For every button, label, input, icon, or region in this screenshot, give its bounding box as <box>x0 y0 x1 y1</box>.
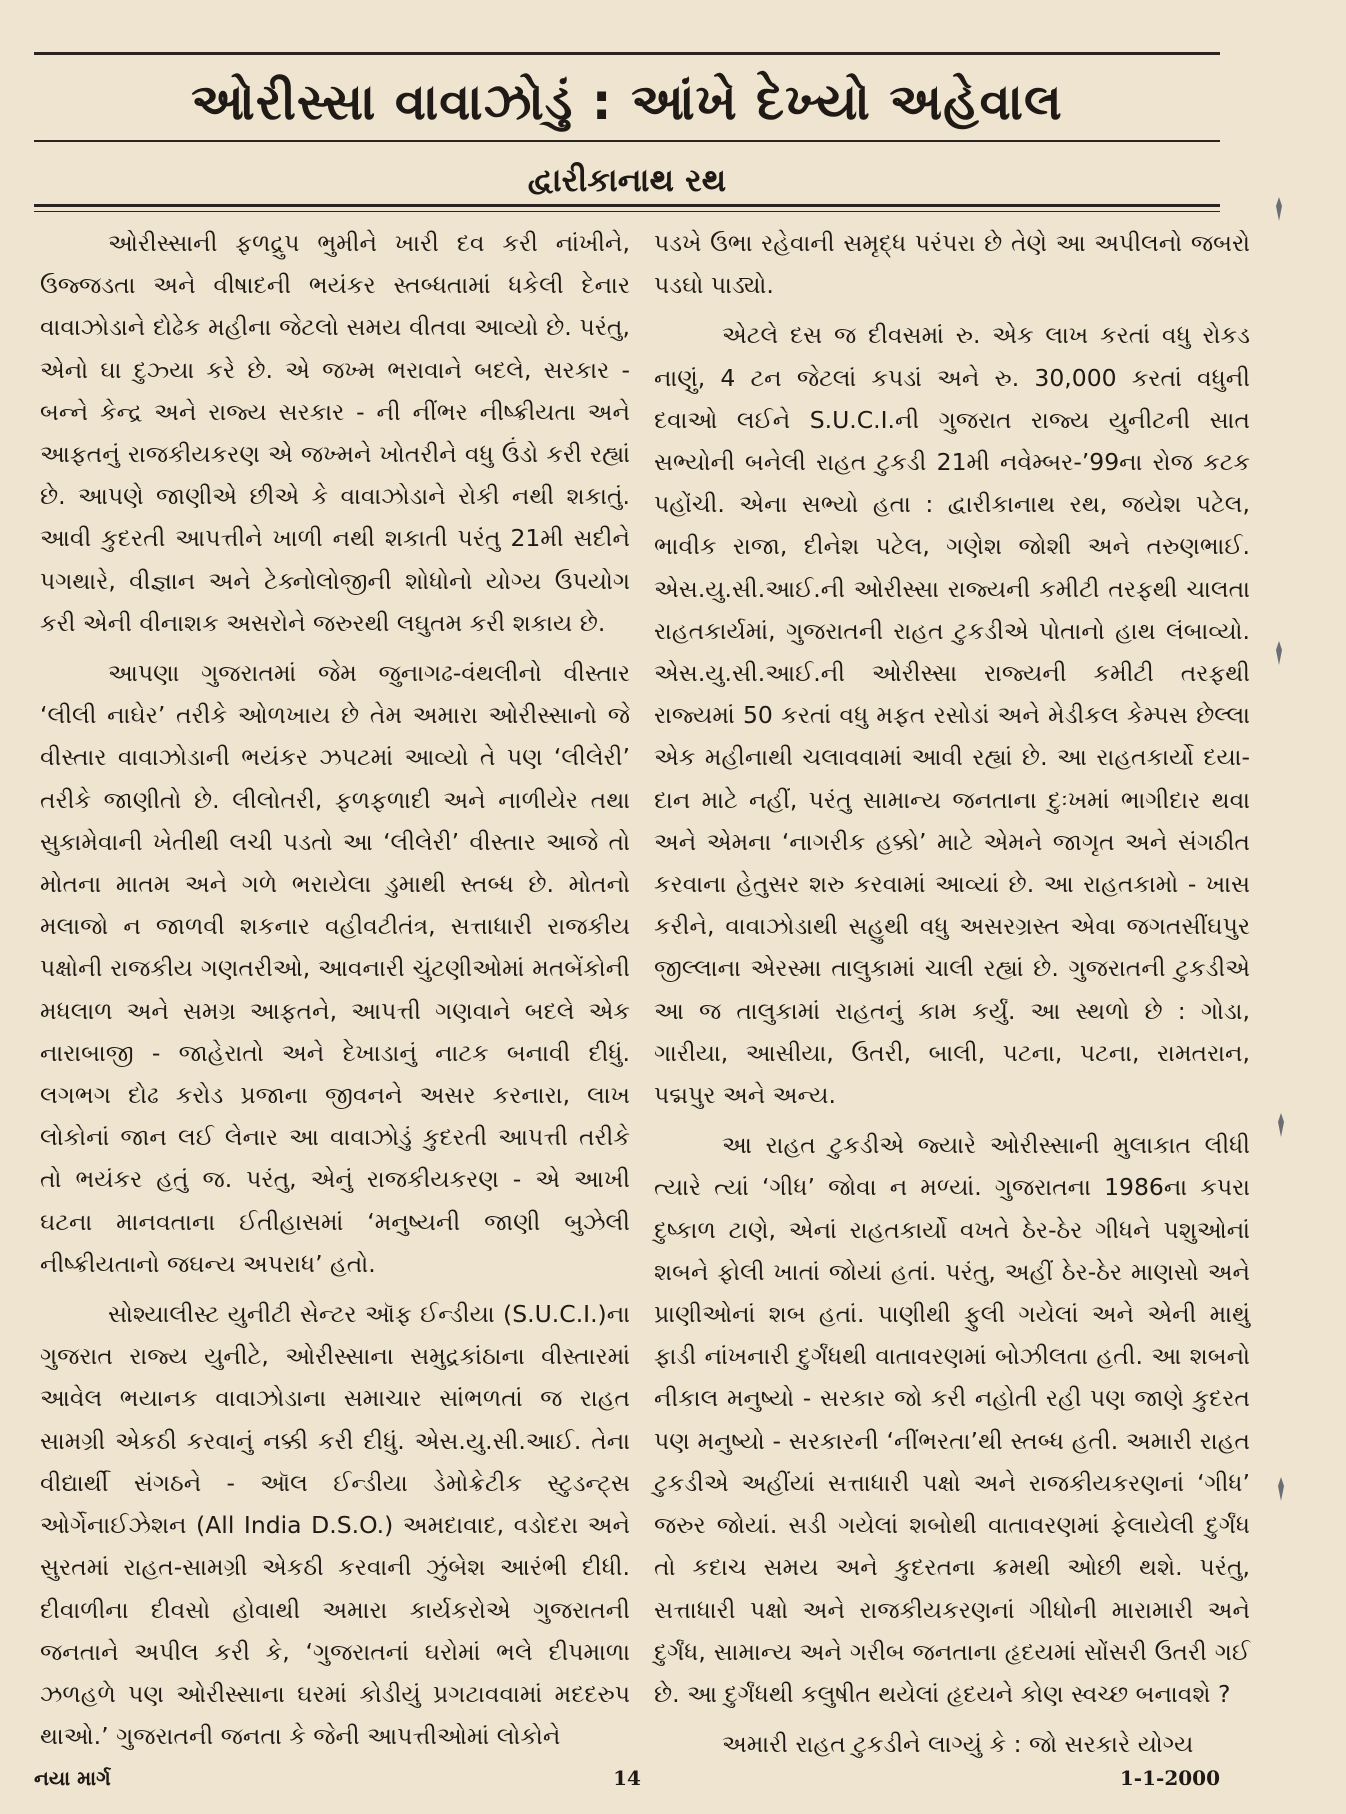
article-title: ઓરીસ્સા વાવાઝોડું : આંખે દેખ્યો અહેવાલ <box>191 73 1063 131</box>
header-double-rule <box>34 204 1220 212</box>
paragraph: સોશ્યાલીસ્ટ યુનીટી સેન્ટર ઑફ ઈન્ડીયા (S.U.C.I.)ના ગુજરાત રાજ્ય યુનીટે, ઓરીસ્સાના સમુદ્રકાંઠાના વીસ્તારમાં આવેલ ભયાનક વાવાઝોડાના સમાચાર સાંભળતાં જ રાહત સામગ્રી એકઠી કરવાનું નક્કી કરી દીધું. એસ.યુ.સી.આઈ. તેના વીદ્યાર્થી સંગઠને - ઑલ ઈન્ડીયા ડેમોક્રેટીક સ્ટુડન્ટ્સ ઓર્ગેનાઈઝેશન (All India D.S.O.) અમદાવાદ, વડોદરા અને સુરતમાં રાહત-સામગ્રી એકઠી કરવાની ઝુંબેશ આરંભી દીધી. દીવાળીના દીવસો હોવાથી અમારા કાર્યકરોએ ગુજરાતની જનતાને અપીલ કરી કે, ‘ગુજરાતનાં ઘરોમાં ભલે દીપમાળા ઝળહળે પણ ઓરીસ્સાના ઘરમાં કોડીયું પ્રગટાવવામાં મદદરુપ થાઓ.’ ગુજરાતની જનતા કે જેની આપત્તીઓમાં લોકોને <box>40 1300 630 1751</box>
page-number: 14 <box>613 1766 641 1790</box>
binding-staple-icon <box>1272 1112 1290 1138</box>
paragraph: આ રાહત ટુકડીએ જ્યારે ઓરીસ્સાની મુલાકાત લીધી ત્યારે ત્યાં ‘ગીધ’ જોવા ન મળ્યાં. ગુજરાતના 1986ના કપરા દુષ્કાળ ટાણે, એનાં રાહતકાર્યો વખતે ઠેર-ઠેર ગીધને પશુઓનાં શબને ફોલી ખાતાં જોયાં હતાં. પરંતુ, અહીં ઠેર-ઠેર માણસો અને પ્રાણીઓનાં શબ હતાં. પાણીથી ફુલી ગયેલાં અને એની માથું ફાડી નાંખનારી દુર્ગંધથી વાતાવરણમાં બોઝીલતા હતી. આ શબનો નીકાલ મનુષ્યો - સરકાર જો કરી નહોતી રહી પણ જાણે કુદરત પણ મનુષ્યો - સરકારની ‘નીંભરતા’થી સ્તબ્ધ હતી. અમારી રાહત ટુકડીએ અહીંયાં સત્તાધારી પક્ષો અને રાજકીયકરણનાં ‘ગીધ’ જરુર જોયાં. સડી ગયેલાં શબોથી વાતાવરણમાં ફેલાયેલી દુર્ગંધ તો કદાચ સમય અને કુદરતના ક્રમથી ઓછી થશે. પરંતુ, સત્તાધારી પક્ષો અને રાજકીયકરણનાં ગીધોની મારામારી અને દુર્ગંધ, સામાન્ય અને ગરીબ જનતાના હૃદયમાં સોંસરી ઉતરી ગઈ છે. આ દુર્ગંધથી કલુષીત થયેલાં હૃદયને કોણ સ્વચ્છ બનાવશે ? <box>654 1131 1250 1708</box>
title-rule <box>34 140 1220 142</box>
paragraph: એટલે દસ જ દીવસમાં રુ. એક લાખ કરતાં વધુ રોકડ નાણું, 4 ટન જેટલાં કપડાં અને રુ. 30,000 કરતાં વધુની દવાઓ લઈને S.U.C.I.ની ગુજરાત રાજ્ય યુનીટની સાત સભ્યોની બનેલી રાહત ટુકડી 21મી નવેમ્બર-’99ના રોજ કટક પહોંચી. એના સભ્યો હતા : દ્વારીકાનાથ રથ, જયેશ પટેલ, ભાવીક રાજા, દીનેશ પટેલ, ગણેશ જોશી અને તરુણભાઈ. એસ.યુ.સી.આઈ.ની ઓરીસ્સા રાજ્યની કમીટી તરફથી ચાલતા રાહતકાર્યમાં, ગુજરાતની રાહત ટુકડીએ પોતાનો હાથ લંબાવ્યો. એસ.યુ.સી.આઈ.ની ઓરીસ્સા રાજ્યની કમીટી તરફથી રાજ્યમાં 50 કરતાં વધુ મફત રસોડાં અને મેડીકલ કેમ્પસ છેલ્લા એક મહીનાથી ચલાવવામાં આવી રહ્યાં છે. આ રાહતકાર્યો દયા-દાન માટે નહીં, પરંતુ સામાન્ય જનતાના દુઃખમાં ભાગીદાર થવા અને એમના ‘નાગરીક હક્કો’ માટે એમને જાગૃત અને સંગઠીત કરવાના હેતુસર શરુ કરવામાં આવ્યાં છે. આ રાહતકામો - ખાસ કરીને, વાવાઝોડાથી સહુથી વધુ અસરગ્રસ્ત એવા જગતસીંઘપુર જીલ્લાના એરસ્મા તાલુકામાં ચાલી રહ્યાં છે. ગુજરાતની ટુકડીએ આ જ તાલુકામાં રાહતનું કામ કર્યું. આ સ્થળો છે : ગોડા, ગારીયા, આસીયા, ઉતરી, બાલી, પટના, પટના, રામતરાન, પદ્મપુર અને અન્ય. <box>654 321 1250 1110</box>
top-rule <box>34 52 1220 55</box>
left-column <box>40 222 630 1765</box>
binding-staple-icon <box>1270 196 1288 222</box>
paragraph: ઓરીસ્સાની ફળદ્રુપ ભુમીને ખારી દવ કરી નાંખીને, ઉજ્જડતા અને વીષાદની ભયંકર સ્તબ્ધતામાં ધકેલી દેનાર વાવાઝોડાને દોઢેક મહીના જેટલો સમય વીતવા આવ્યો છે. પરંતુ, એનો ઘા દુઝ્યા કરે છે. એ જખ્મ ભરાવાને બદલે, સરકાર - બન્ને કેન્દ્ર અને રાજ્ય સરકાર - ની નીંભર નીષ્ક્રીયતા અને આફતનું રાજકીયકરણ એ જખ્મને ખોતરીને વધુ ઉંડો કરી રહ્યાં છે. આપણે જાણીએ છીએ કે વાવાઝોડાને રોકી નથી શકાતું. આવી કુદરતી આપત્તીને ખાળી નથી શકાતી પરંતુ 21મી સદીને પગથારે, વીજ્ઞાન અને ટેક્નોલોજીની શોધોનો યોગ્ય ઉપયોગ કરી એની વીનાશક અસરોને જરુરથી લઘુતમ કરી શકાય છે. <box>40 229 630 637</box>
right-column <box>654 222 1250 1773</box>
binding-staple-icon <box>1270 640 1288 666</box>
publication-name: નયા માર્ગ <box>34 1766 111 1790</box>
paragraph: અમારી રાહત ટુકડીને લાગ્યું કે : જો સરકારે યોગ્ય <box>722 1730 1194 1759</box>
issue-date: 1-1-2000 <box>1119 1766 1220 1790</box>
paragraph: આપણા ગુજરાતમાં જેમ જુનાગઢ-વંથલીનો વીસ્તાર ‘લીલી નાઘેર’ તરીકે ઓળખાય છે તેમ અમારા ઓરીસ્સાનો જે વીસ્તાર વાવાઝોડાની ભયંકર ઝપટમાં આવ્યો તે પણ ‘લીલેરી’ તરીકે જાણીતો છે. લીલોતરી, ફળફળાદી અને નાળીયેર તથા સુકામેવાની ખેતીથી લચી પડતો આ ‘લીલેરી’ વીસ્તાર આજે તો મોતના માતમ અને ગળે ભરાયેલા ડુમાથી સ્તબ્ધ છે. મોતનો મલાજો ન જાળવી શકનાર વહીવટીતંત્ર, સત્તાધારી રાજકીય પક્ષોની રાજકીય ગણતરીઓ, આવનારી ચુંટણીઓમાં મતબેંકોની મધલાળ અને સમગ્ર આફતને, આપત્તી ગણવાને બદલે એક નારાબાજી - જાહેરાતો અને દેખાડાનું નાટક બનાવી દીધું. લગભગ દોઢ કરોડ પ્રજાના જીવનને અસર કરનારા, લાખ લોકોનાં જાન લઈ લેનાર આ વાવાઝોડું કુદરતી આપત્તી તરીકે તો ભયંકર હતું જ. પરંતુ, એનું રાજકીયકરણ - એ આખી ઘટના માનવતાના ઈતીહાસમાં ‘મનુષ્યની જાણી બુઝેલી નીષ્ક્રીયતાનો જઘન્ય અપરાધ’ હતો. <box>40 659 630 1278</box>
paragraph: પડખે ઉભા રહેવાની સમૃદ્ધ પરંપરા છે તેણે આ અપીલનો જબરો પડઘો પાડ્યો. <box>654 229 1250 300</box>
binding-staple-icon <box>1272 1476 1290 1502</box>
page-footer <box>34 1758 1220 1798</box>
article-author: દ્વારીકાનાથ રથ <box>527 161 727 199</box>
